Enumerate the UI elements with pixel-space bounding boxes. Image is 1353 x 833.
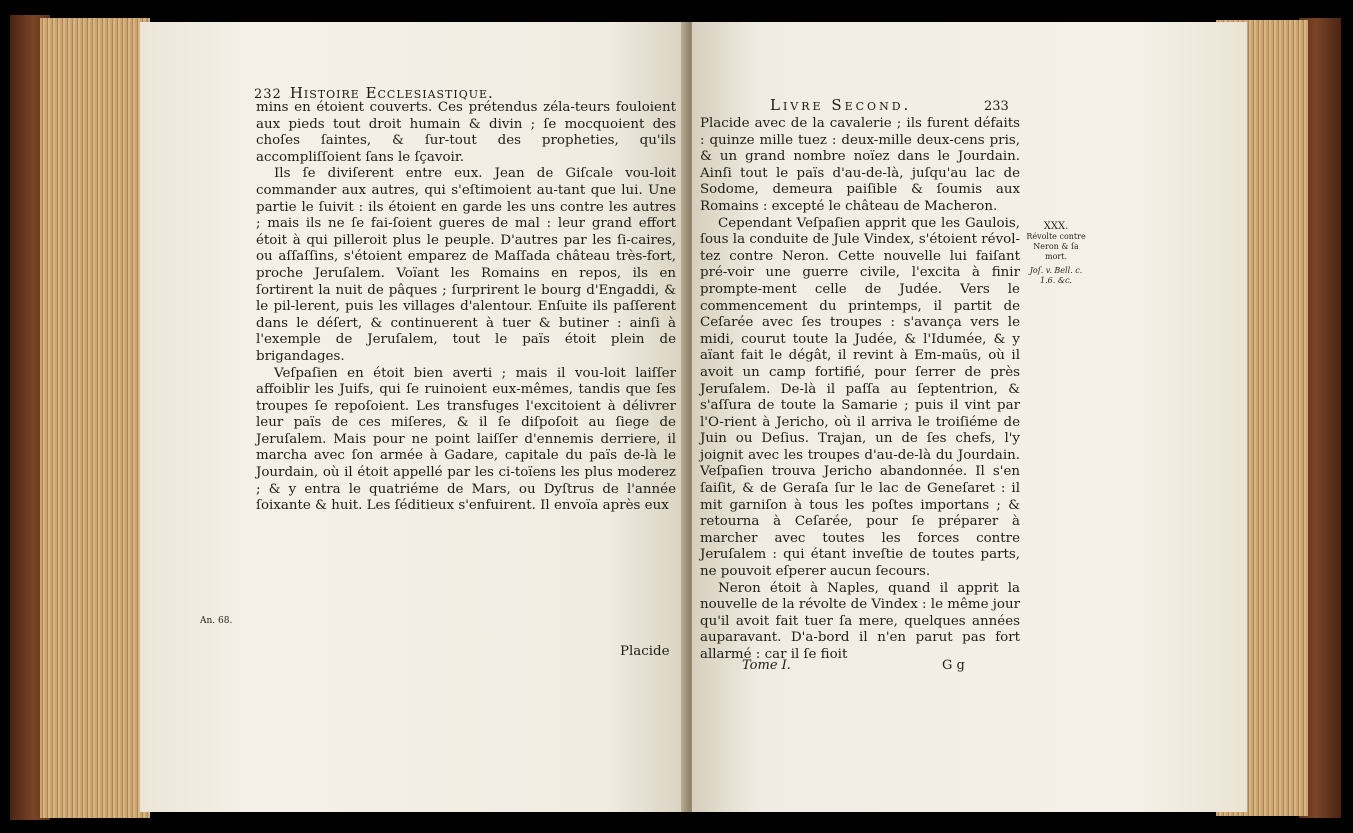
right-paragraph-1: Placide avec de la cavalerie ; ils furent défaits : quinze mille tuez : deux-mille deux-cens pris, & un grand nombre noïez dans le Jourdain. Ainſi tout le païs d'au-de-là, juſqu'au lac de Sodome, demeura paiſible & ſoumis aux Romains : excepté le château de Macheron. [700,116,1020,214]
left-paragraph-1: mins en étoient couverts. Ces prétendus zéla-teurs fouloient aux pieds tout droit humain & divin ; ſe mocquoient des choſes ſaintes, & ſur-tout des propheties, qu'ils accompliſſoient ſans le ſçavoir. [256,100,676,165]
left-page-block [40,18,150,818]
left-title: Histoire Ecclesiastique. [289,84,494,102]
right-paragraph-2: Cependant Veſpaſien apprit que les Gaulois, ſous la conduite de Jule Vindex, s'étoient révol-tez contre Neron. Cette nouvelle lui faiſant pré-voir une guerre civile, l'excita à finir prompte-ment celle de Judée. Vers le commencement du printemps, il partit de Ceſarée avec ſes troupes : s'avança vers le midi, courut toute la Judée, & l'Idumée, & y aïant fait le dégât, il revint à Em-maüs, où il avoit un camp fortifié, pour ſerrer de près Jeruſalem. De-là il paſſa au ſeptentrion, & s'aſſura de toute la Samarie ; puis il vint par l'O-rient à Jericho, où il arriva le troiſiéme de Juin ou Deſius. Trajan, un de ſes chefs, l'y joignit avec les troupes d'au-de-là du Jourdain. Veſpaſien trouva Jericho abandonnée. Il s'en ſaiſit, & de Geraſa ſur le lac de Geneſaret : il mit garniſon à tous les poſtes importans ; & retourna à Ceſarée, pour ſe préparer à marcher avec toutes les forces contre Jeruſalem : qui étant inveſtie de toutes parts, ne pouvoit eſperer aucun ſecours. [700,215,1020,580]
signature-tome: Tome I. [742,658,791,673]
left-page [140,22,688,812]
right-margin-note [1022,222,1090,286]
left-paragraph-2: Ils ſe diviſerent entre eux. Jean de Giſcale vou-loit commander aux autres, qui s'eſtimoient au-tant que lui. Une partie le ſuivit : ils étoient en garde les uns contre les autres ; mais ils ne ſe fai-ſoient gueres de mal : leur grand effort étoit à qui pilleroit plus le peuple. D'autres par les ſi-caires, ou aſſaſſins, s'étoient emparez de Maſſada château très-fort, proche Jeruſalem. Voïant les Romains en repos, ils en ſortirent la nuit de pâques ; ſurprirent le bourg d'Engaddi, & le pil-lerent, puis les villages d'alentour. Enſuite ils paſſerent dans le déſert, & continuerent à tuer & butiner : ainſi à l'exemple de Jeruſalem, tout le païs étoit plein de brigandages. [256,166,676,364]
right-paragraph-3: Neron étoit à Naples, quand il apprit la nouvelle de la révolte de Vindex : le même jour qu'il avoit fait tuer ſa mere, quelques années auparavant. D'a-bord il n'en parut pas fort allarmé : car il ſe fioit [700,580,1020,662]
left-margin-note: An. 68. [200,616,233,626]
signature-gathering: G g [942,658,965,673]
right-page-number: 233 [984,99,1009,114]
left-text-block [256,100,676,515]
right-title: Livre Second. [770,96,912,114]
right-text-block [700,116,1020,664]
right-page [692,22,1247,812]
left-paragraph-3: Veſpaſien en étoit bien averti ; mais il vou-loit laiſſer affoiblir les Juifs, qui ſe ruinoient eux-mêmes, tandis que ſes troupes ſe repoſoient. Les transfuges l'excitoient à délivrer leur païs de ces miſeres, & il ſe diſpoſoit au ſiege de Jeruſalem. Mais pour ne point laiſſer d'ennemis derriere, il marcha avec ſon armée à Gadare, capitale du païs de-là le Jourdain, où il étoit appellé par les ci-toïens les plus moderez ; & y entra le quatriéme de Mars, ou Dyſtrus de l'année ſoixante & huit. Les ſéditieux s'enfuirent. Il envoïa après eux [256,365,676,514]
margin-title: Révolte contre Neron & ſa mort. [1026,232,1086,261]
margin-reference: Joſ. v. Bell. c. 1.6. &c. [1029,266,1083,285]
right-running-head [770,96,911,114]
margin-numeral: XXX. [1043,221,1069,232]
left-page-number: 232 [254,87,282,102]
left-catchword: Placide [620,644,670,659]
